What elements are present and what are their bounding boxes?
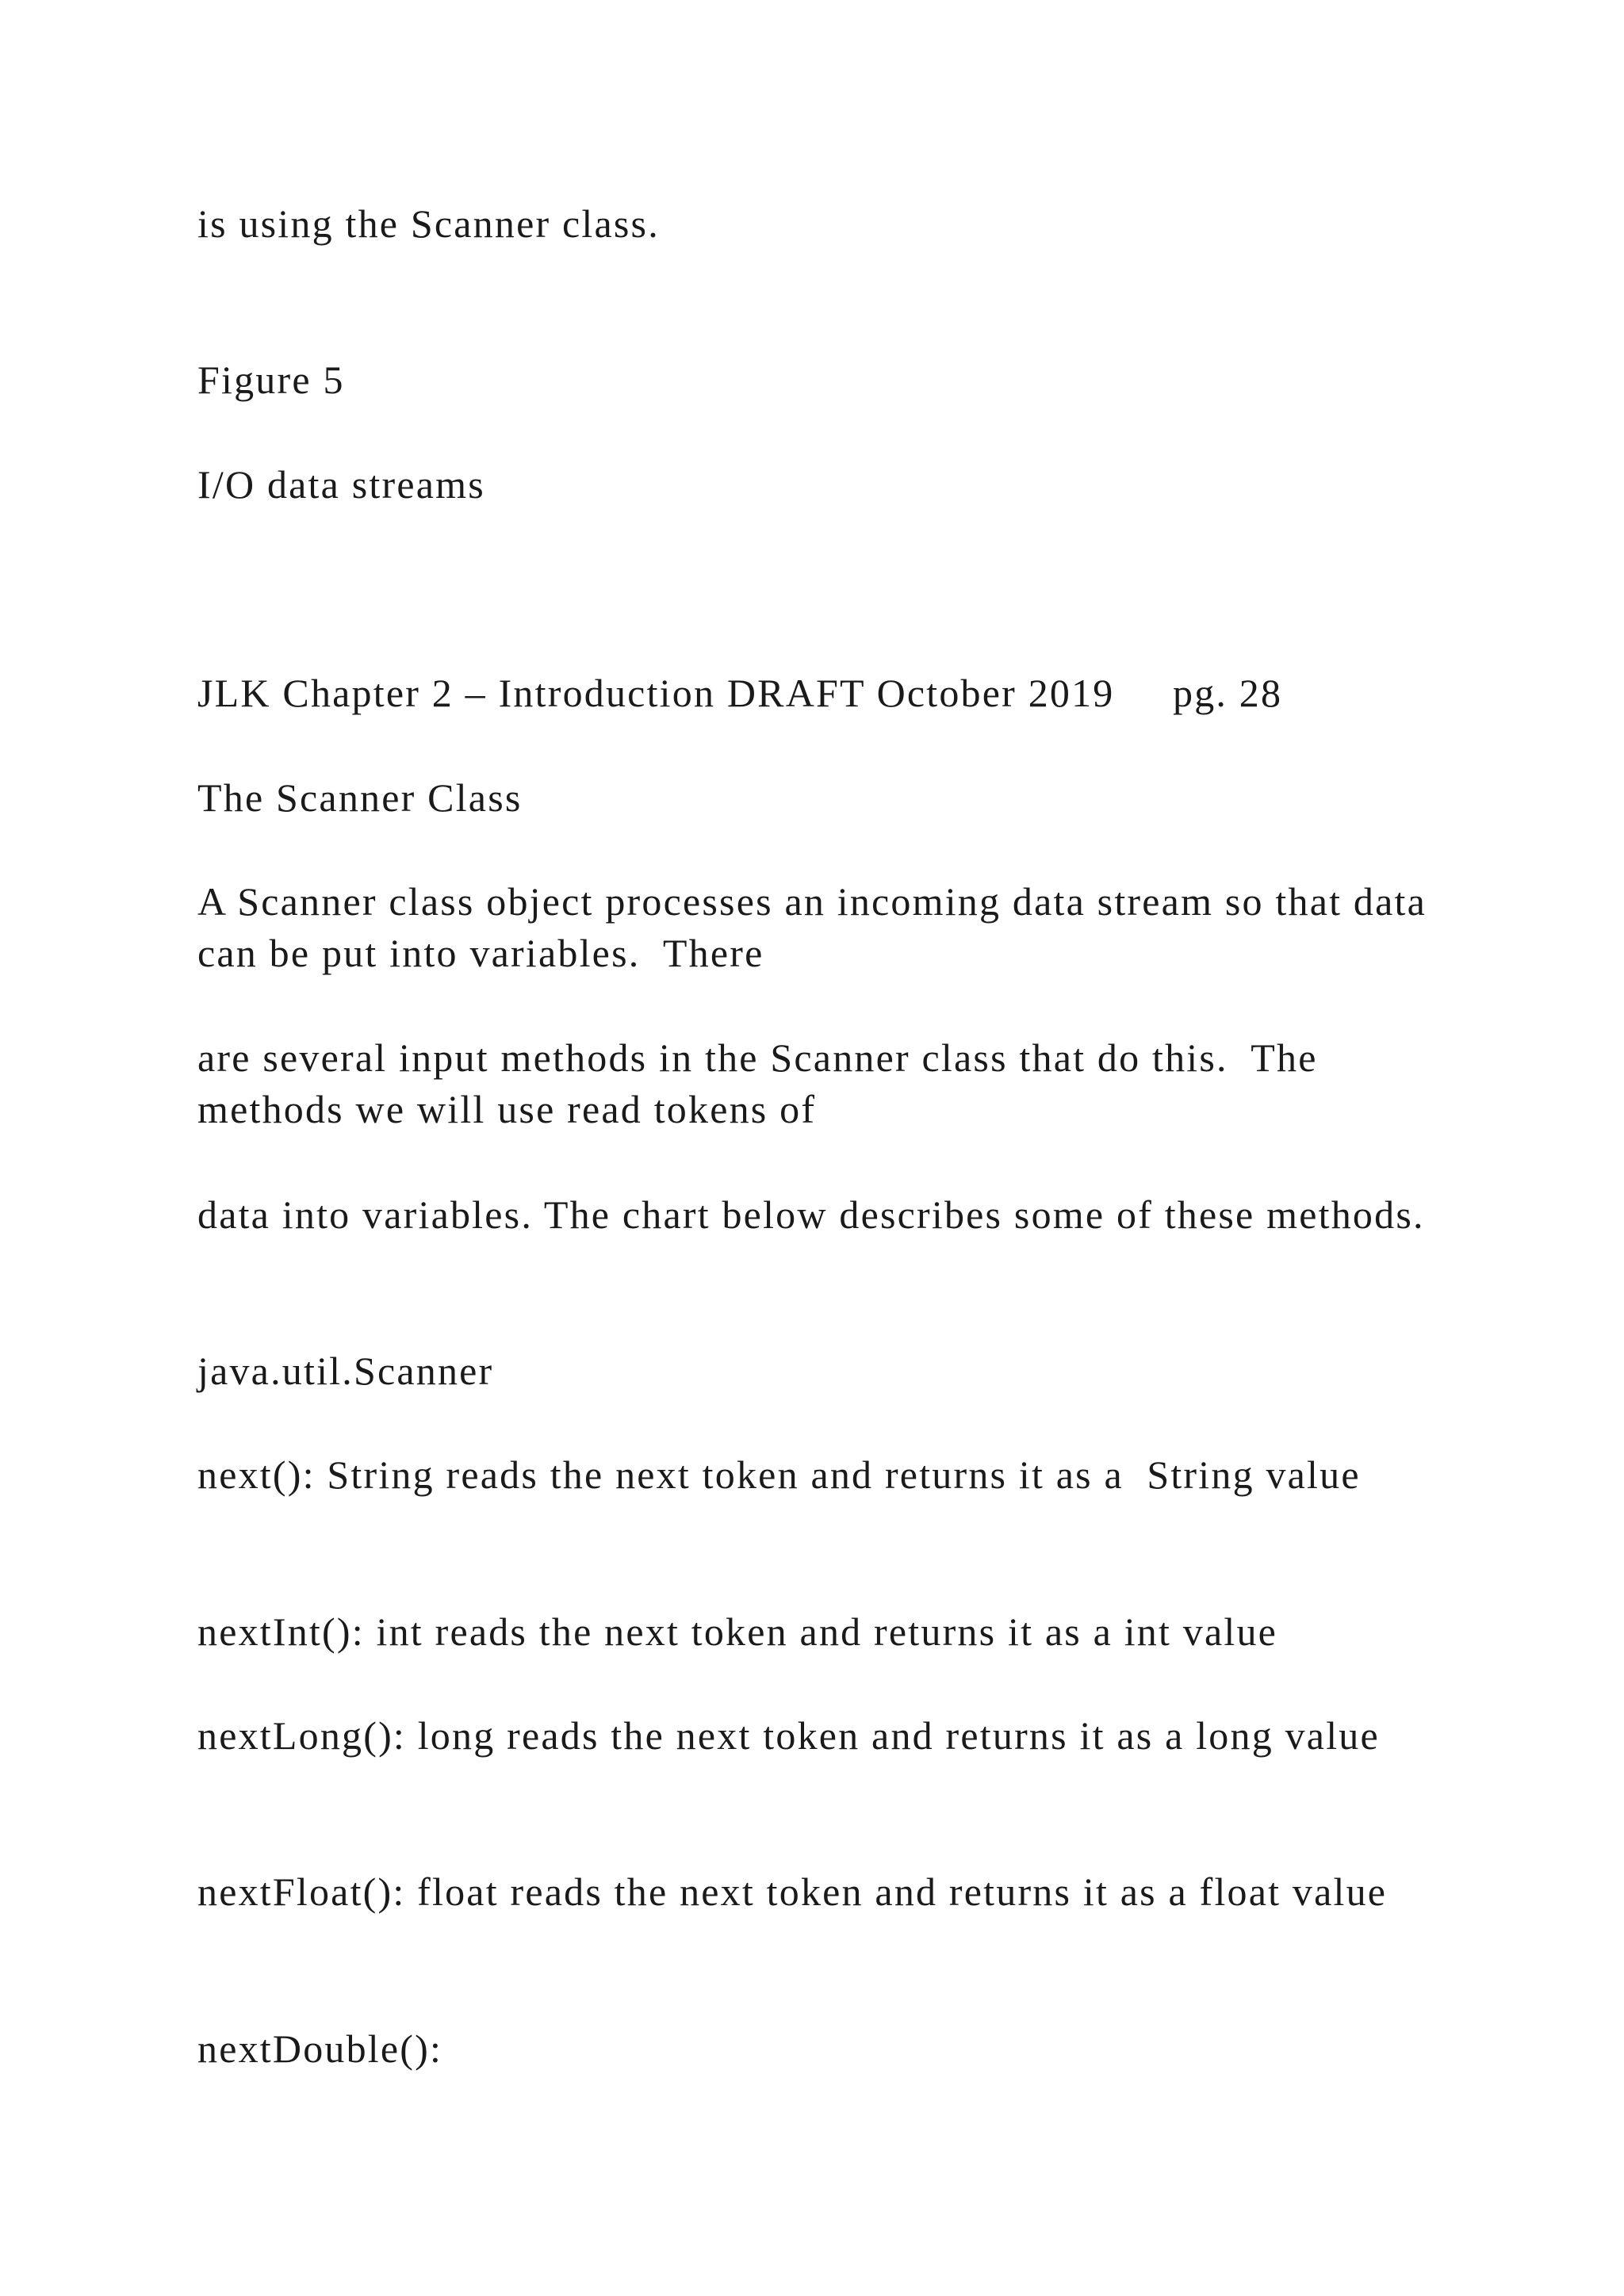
method-description: next(): String reads the next token and returns it as a String value <box>197 1452 1361 1497</box>
method-description: nextInt(): int reads the next token and returns it as a int value <box>197 1609 1278 1654</box>
page-footer: JLK Chapter 2 – Introduction DRAFT October 2019 pg. 28 <box>197 671 1283 715</box>
class-name: java.util.Scanner <box>197 1349 494 1393</box>
text-line-continuation: is using the Scanner class. <box>197 201 660 246</box>
method-description: nextDouble(): <box>197 2026 443 2071</box>
section-heading: The Scanner Class <box>197 775 523 820</box>
paragraph-line: A Scanner class object processes an incoming data stream so that data can be put into variables. There <box>197 879 1438 975</box>
figure-label: Figure 5 <box>197 358 345 402</box>
figure-caption: I/O data streams <box>197 462 485 507</box>
paragraph-line: are several input methods in the Scanner class that do this. The methods we will use read tokens of <box>197 1035 1330 1131</box>
method-description: nextLong(): long reads the next token and returns it as a long value <box>197 1713 1380 1758</box>
method-description: nextFloat(): float reads the next token and returns it as a float value <box>197 1869 1388 1914</box>
paragraph-line: data into variables. The chart below describes some of these methods. <box>197 1192 1425 1237</box>
